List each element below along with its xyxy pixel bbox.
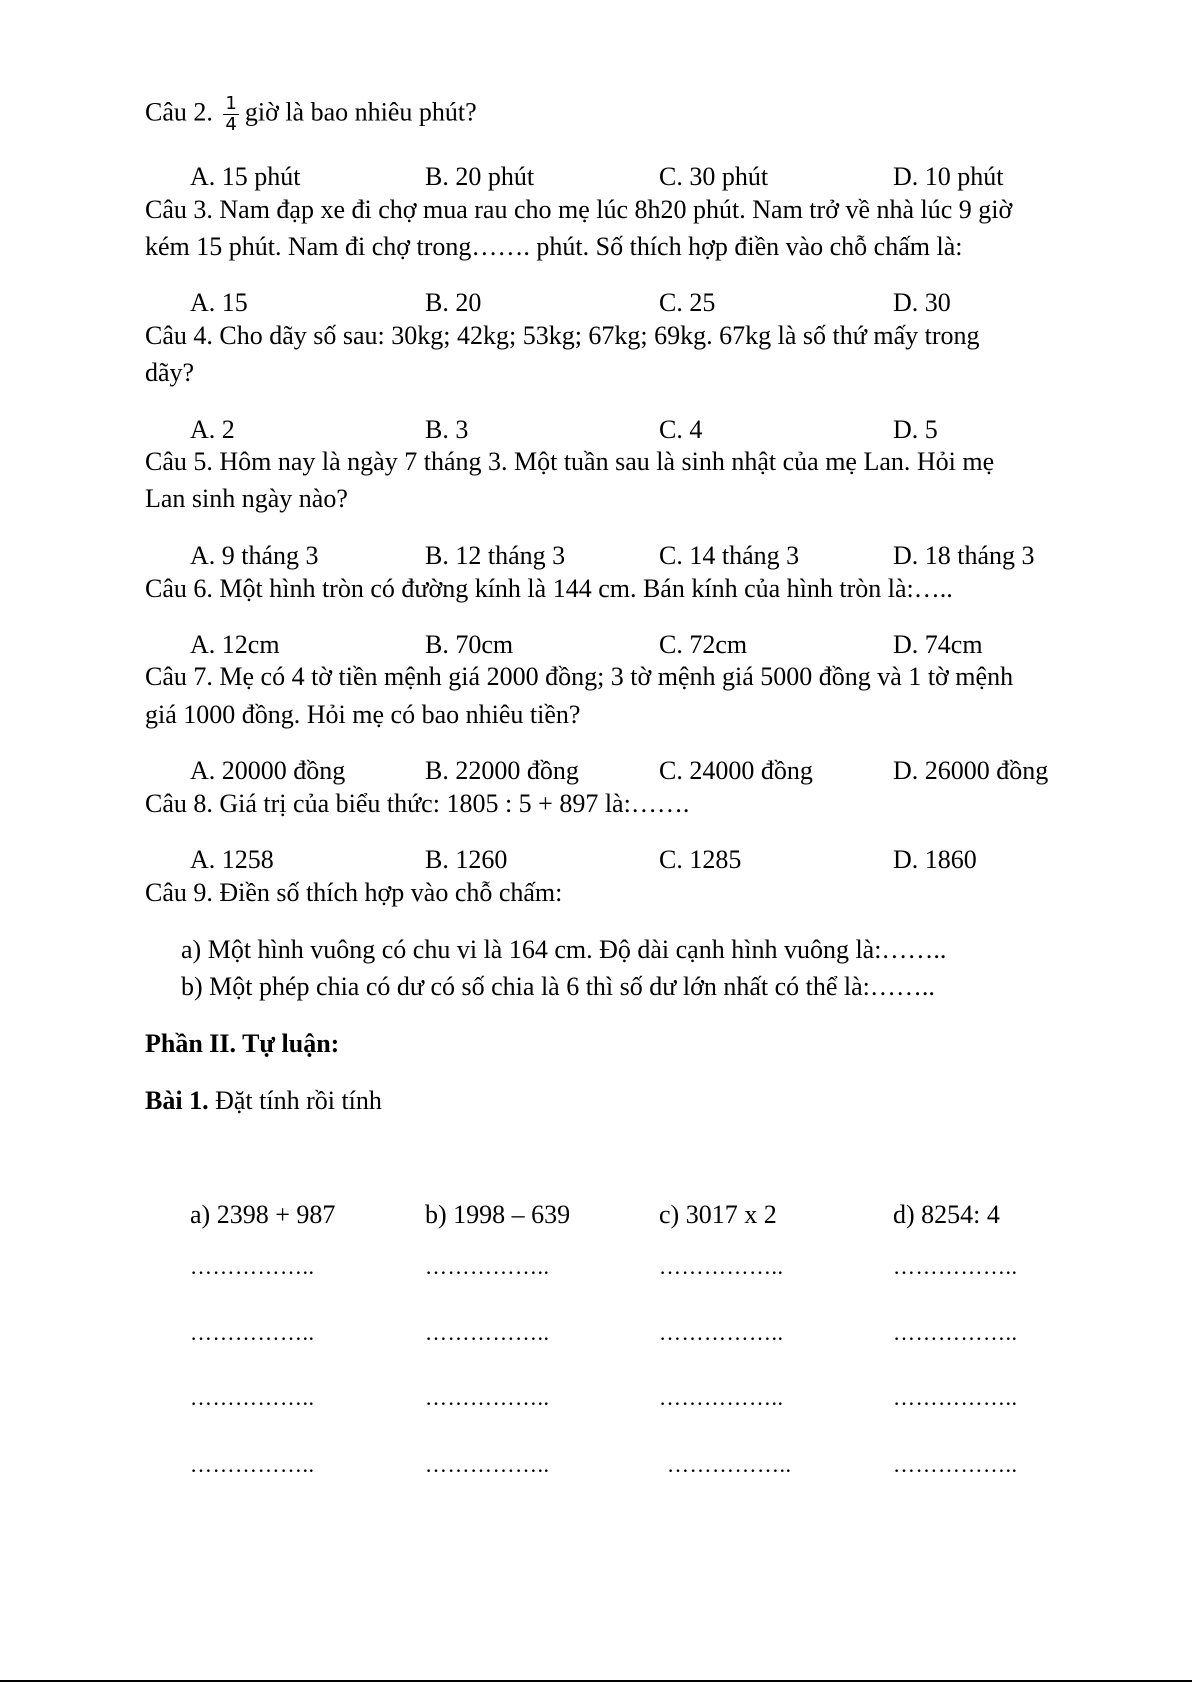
q8-option-c: C. 1285: [659, 845, 742, 874]
q8-option-b: B. 1260: [425, 845, 508, 874]
calc-item-d: d) 8254: 4: [893, 1200, 1000, 1229]
answer-dot-line: ……………..: [190, 1385, 315, 1410]
q2-option-a: A. 15 phút: [190, 162, 301, 191]
q7-option-c: C. 24000 đồng: [659, 756, 813, 785]
q5-option-b: B. 12 tháng 3: [425, 541, 566, 570]
exercise-1-heading: [145, 1086, 382, 1116]
question-5-line-1: Câu 5. Hôm nay là ngày 7 tháng 3. Một tuần sau là sinh nhật của mẹ Lan. Hỏi mẹ: [145, 447, 995, 476]
answer-dot-line: ……………..: [425, 1385, 550, 1410]
question-8-line-1: Câu 8. Giá trị của biểu thức: 1805 : 5 + 897 là:…….: [145, 789, 690, 818]
q8-option-d: D. 1860: [893, 845, 977, 874]
page-bottom-border: [0, 1680, 1192, 1682]
question-3-line-1: Câu 3. Nam đạp xe đi chợ mua rau cho mẹ lúc 8h20 phút. Nam trở về nhà lúc 9 giờ: [145, 195, 1013, 224]
q4-option-b: B. 3: [425, 415, 469, 444]
q8-option-a: A. 1258: [190, 845, 274, 874]
q2-option-b: B. 20 phút: [425, 162, 535, 191]
fraction-one-quarter: [223, 94, 238, 135]
question-9-line-1: Câu 9. Điền số thích hợp vào chỗ chấm:: [145, 878, 563, 907]
exercise-1-label: Bài 1.: [145, 1086, 209, 1115]
q6-option-b: B. 70cm: [425, 630, 514, 659]
question-7-line-1: Câu 7. Mẹ có 4 tờ tiền mệnh giá 2000 đồng; 3 tờ mệnh giá 5000 đồng và 1 tờ mệnh: [145, 662, 1014, 691]
calc-item-a: a) 2398 + 987: [190, 1200, 336, 1229]
answer-dot-line: ……………..: [425, 1452, 550, 1477]
question-4-line-1: Câu 4. Cho dãy số sau: 30kg; 42kg; 53kg; 67kg; 69kg. 67kg là số thứ mấy trong: [145, 321, 980, 350]
answer-dot-line: ……………..: [190, 1254, 315, 1279]
q6-option-d: D. 74cm: [893, 630, 983, 659]
q4-option-c: C. 4: [659, 415, 703, 444]
question-3-line-2: kém 15 phút. Nam đi chợ trong……. phút. Số thích hợp điền vào chỗ chấm là:: [145, 232, 963, 261]
q5-option-a: A. 9 tháng 3: [190, 541, 319, 570]
q7-option-a: A. 20000 đồng: [190, 756, 346, 785]
q5-option-c: C. 14 tháng 3: [659, 541, 800, 570]
answer-dot-line: ……………..: [893, 1385, 1018, 1410]
q5-option-d: D. 18 tháng 3: [893, 541, 1035, 570]
answer-dot-line: ……………..: [190, 1320, 315, 1345]
q2-option-c: C. 30 phút: [659, 162, 769, 191]
part-2-title: Phần II. Tự luận:: [145, 1029, 340, 1058]
fraction-denominator: 4: [225, 114, 237, 135]
question-4-line-2: dãy?: [145, 358, 195, 387]
q3-option-a: A. 15: [190, 288, 248, 317]
question-5-line-2: Lan sinh ngày nào?: [145, 484, 348, 513]
question-2-prefix: Câu 2.: [145, 97, 213, 127]
answer-dot-line: ……………..: [190, 1452, 315, 1477]
question-7-line-2: giá 1000 đồng. Hỏi mẹ có bao nhiêu tiền?: [145, 700, 581, 729]
answer-dot-line: ……………..: [425, 1320, 550, 1345]
question-2-text: giờ là bao nhiêu phút?: [244, 97, 477, 127]
answer-dot-line: ……………..: [893, 1254, 1018, 1279]
q4-option-d: D. 5: [893, 415, 938, 444]
question-9-part-a: a) Một hình vuông có chu vi là 164 cm. Độ dài cạnh hình vuông là:……..: [181, 935, 947, 964]
answer-dot-line: ……………..: [425, 1254, 550, 1279]
answer-dot-line: ……………..: [893, 1320, 1018, 1345]
exercise-1-text: Đặt tính rồi tính: [215, 1086, 382, 1115]
fraction-numerator: 1: [225, 93, 237, 114]
answer-dot-line: ……………..: [659, 1385, 784, 1410]
question-9-part-b: b) Một phép chia có dư có số chia là 6 thì số dư lớn nhất có thể là:……..: [181, 972, 935, 1001]
calc-item-c: c) 3017 x 2: [659, 1200, 777, 1229]
answer-dot-line: ……………..: [659, 1254, 784, 1279]
answer-dot-line: ……………..: [667, 1452, 792, 1477]
answer-dot-line: ……………..: [659, 1320, 784, 1345]
question-6-line-1: Câu 6. Một hình tròn có đường kính là 144 cm. Bán kính của hình tròn là:…..: [145, 574, 953, 603]
q2-option-d: D. 10 phút: [893, 162, 1004, 191]
q3-option-c: C. 25: [659, 288, 716, 317]
q7-option-b: B. 22000 đồng: [425, 756, 579, 785]
q6-option-a: A. 12cm: [190, 630, 280, 659]
q3-option-b: B. 20: [425, 288, 482, 317]
q7-option-d: D. 26000 đồng: [893, 756, 1049, 785]
question-2: [145, 94, 477, 135]
answer-dot-line: ……………..: [893, 1452, 1018, 1477]
q6-option-c: C. 72cm: [659, 630, 748, 659]
calc-item-b: b) 1998 – 639: [425, 1200, 571, 1229]
q3-option-d: D. 30: [893, 288, 951, 317]
q4-option-a: A. 2: [190, 415, 235, 444]
